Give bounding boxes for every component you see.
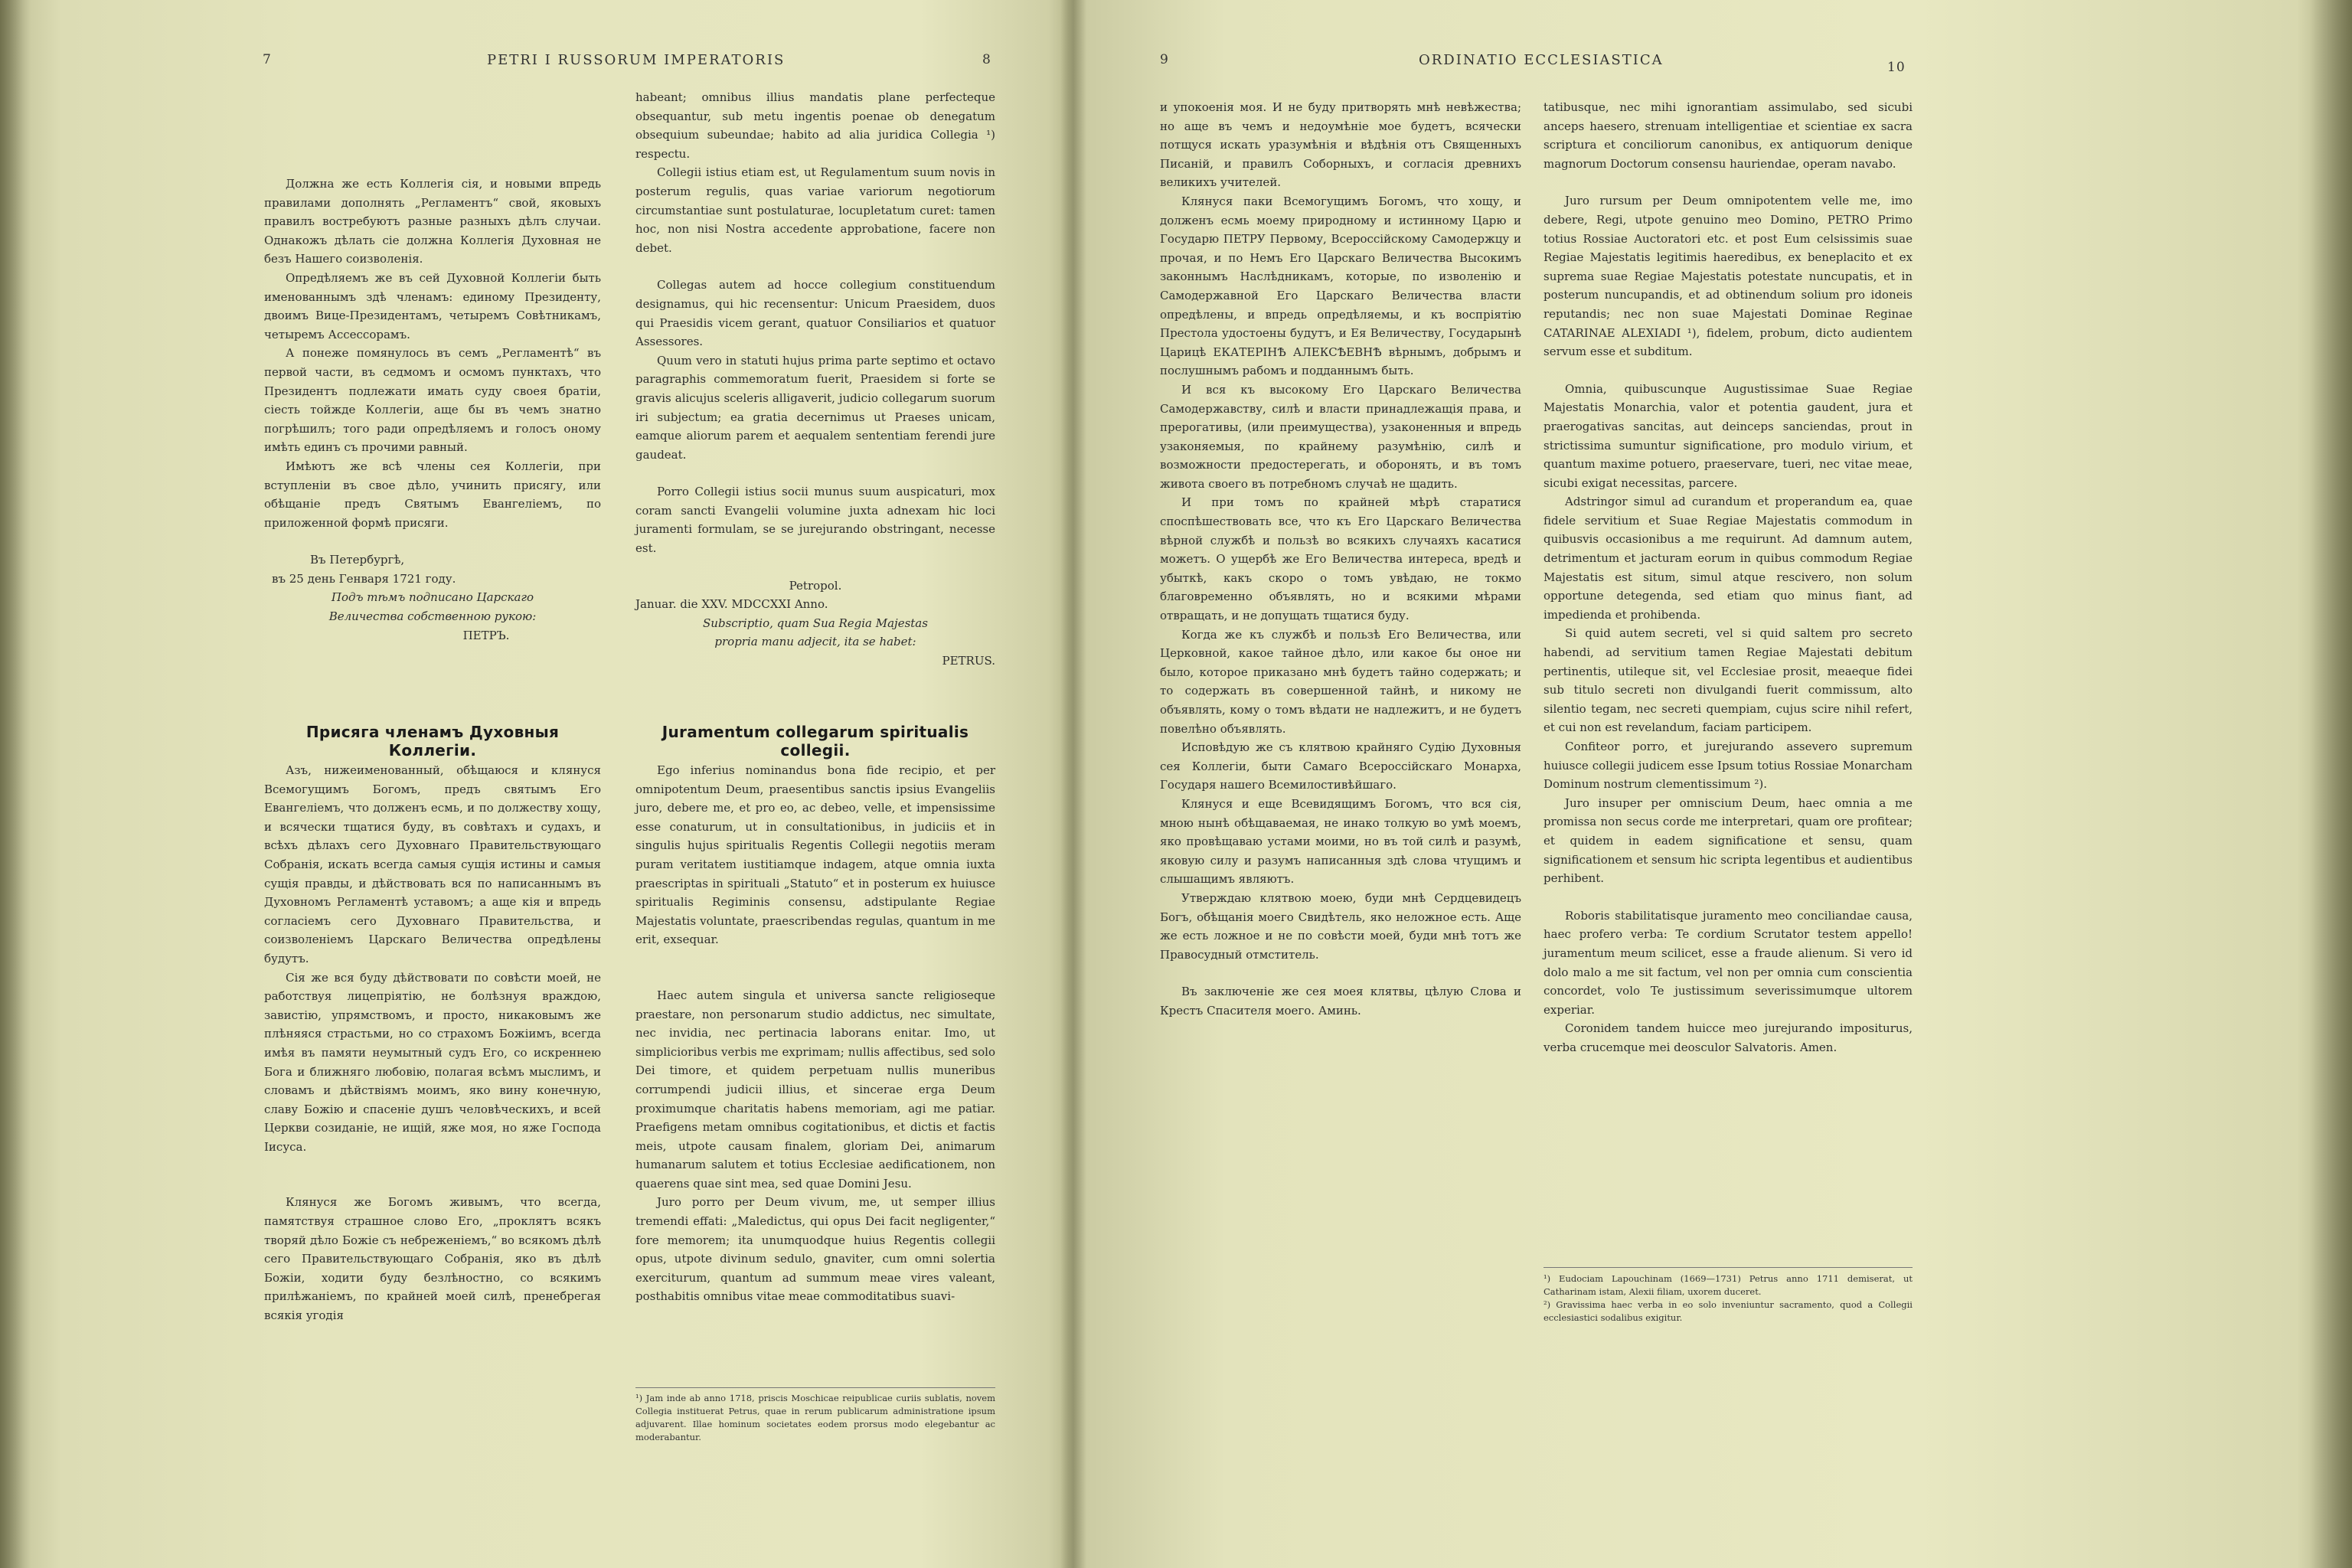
paragraph: Клянуся паки Всемогущимъ Богомъ, что хощу, и долженъ есмь моему природному и истинному Царю и Государю ПЕТРУ Первому, Всероссійскому Самодержцу и прочая, и по Немъ Его Царскаго Величества Высокимъ законнымъ Наслѣдникамъ, которые, по изволенію и Самодержавной Его Царскаго Величества власти опредѣлены, и впредь опредѣляемы, и къ воспріятію Престола удостоены будутъ, и Ея Величеству, Государынѣ Царицѣ ЕКАТЕРІНѢ АЛЕКСѢЕВНѢ вѣрнымъ, добрымъ и послушнымъ рабомъ и подданнымъ быть. (1160, 194, 1521, 378)
closing-paragraph: Въ заключеніе же сея моея клятвы, цѣлую Слова и Крестъ Спасителя моего. Аминь. (1160, 985, 1521, 1018)
paragraph: Roboris stabilitatisque juramento meo conciliandae causa, haec profero verba: Te cordium Scrutator testem appello! juramentum meum scilicet, esse a fraude alienum. Si vero id dolo malo a me sit factum, vel non per omnia cum conscientia concordet, volo Te justissimum severissimumque ultorem experiar. (1544, 908, 1913, 1017)
paragraph: tatibusque, nec mihi ignorantiam assimulabo, sed sicubi anceps haesero, strenuam intelligentiae et scientiae ex sacra scriptura et conciliorum canonibus, ex antiquorum denique magnorum Doctorum consensu hauriendae, operam navabo. (1544, 100, 1913, 171)
paragraph: Juro rursum per Deum omnipotentem velle me, imo debere, Regi, utpote genuino meo Domino, PETRO Primo totius Rossiae Auctoratori etc. et post Eum celsissimis suae Regiae Majestatis legitimis haeredibus, ex beneplacito et ex suprema suae Regiae Majestatis potestate nuncupatis, et in posterum nuncupandis, et ad obtinendum solium pro idoneis reputandis; nec non suae Majestati Dominae Reginae CATARINAE ALEXIADI ¹), fidelem, probum, dicto audientem servum esse et subditum. (1544, 194, 1913, 359)
latin-column-top (635, 88, 995, 671)
place-line: Въ Петербургѣ, (310, 553, 405, 567)
paragraph: Porro Collegii istius socii munus suum auspicaturi, mox coram sancti Evangelii volumine juxta adnexam hic loci juramenti formulam, se se jurejurando obstringant, necesse est. (635, 485, 995, 556)
paragraph: И вся къ высокому Его Царскаго Величества Самодержавству, силѣ и власти принадлежащія права, и прерогативы, (или преимущества), узаконенныя и впредь узаконяемыя, по крайнему разумѣнію, силѣ и возможности предостерегать, и оборонять, и въ томъ живота своего въ потребномъ случаѣ не щадить. (1160, 382, 1521, 491)
book-spine (1060, 0, 1086, 1568)
page-number: 8 (982, 52, 991, 67)
russian-oath-heading: Присяга членамъ Духовныя Коллегіи. (305, 723, 560, 760)
signature: ПЕТРЪ. (462, 628, 510, 642)
footnote-rule (635, 1387, 995, 1388)
paragraph: Когда же къ службѣ и пользѣ Его Величества, или Церковной, какое тайное дѣло, или какое бы оное ни было, которое приказано мнѣ будетъ тайно содержать; и то содержать въ совершенной тайнѣ, и никому не объявлять, кому о томъ вѣдати не надлежитъ, и не будетъ повелѣно объявлять. (1160, 627, 1521, 736)
paragraph: и упокоенія моя. И не буду притворять мнѣ невѣжества; но аще въ чемъ и недоумѣніе мое будетъ, всячески потщуся искать уразумѣнія и вѣдѣнія отъ Священныхъ Писаній, и правилъ Соборныхъ, и согласія древнихъ великихъ учителей. (1160, 100, 1521, 190)
russian-column (1160, 98, 1521, 1021)
place-line: Petropol. (789, 578, 842, 593)
paragraph: Adstringor simul ad curandum et properandum ea, quae fidele servitium et Suae Regiae Majestatis commodum in quibusvis occasionibus a me requirunt. Ad damnum autem, detrimentum et jacturam eorum in quibus commodum Regiae Majestatis est situm, simul atque rescivero, non solum opportune detegenda, sed etiam quo minus fiant, ad impedienda et prohibenda. (1544, 495, 1913, 622)
paragraph: Утверждаю клятвою моею, буди мнѣ Сердцевидецъ Богъ, обѣщанія моего Свидѣтель, яко неложное есть. Аще же есть ложное и не по совѣсти моей, буди мнѣ тотъ же Правосудный отмститель. (1160, 890, 1521, 962)
paragraph: Haec autem singula et universa sancte religioseque praestare, non personarum studio addictus, nec simultate, nec invidia, nec pertinacia laborans enitar. Imo, ut simplicioribus verbis me exprimam; nullis affectibus, sed solo Dei timore, et quidem perpetuam nullis muneribus corrumpendi judicii illius, et sincerae erga Deum proximumque charitatis habens memoriam, agi me patiar. Praefigens metam omnibus cogitationibus, et dictis et factis meis, utpote causam finalem, gloriam Dei, animarum humanarum salutem et totius Ecclesiae aedificationem, non quaerens quae sint mea, sed quae Domini Jesu. (635, 988, 995, 1191)
signature: PETRUS. (942, 654, 995, 668)
paragraph: А понеже помянулось въ семъ „Регламентѣ“ въ первой части, въ седмомъ и осмомъ пунктахъ, что Президентъ подлежати имать суду своея братіи, сіесть тойжде Коллегіи, аще бы въ чемъ знатно погрѣшилъ; того ради опредѣляемъ и голосъ оному имѣть единъ съ прочими равный. (264, 346, 601, 455)
running-head: ORDINATIO ECCLESIASTICA (1419, 52, 1664, 68)
subscription-line: propria manu adjecit, ita se habet: (714, 635, 916, 649)
paragraph: Сія же вся буду дѣйствовати по совѣсти моей, не работствуя лицепріятію, не болѣзнуя враждою, завистію, упрямствомъ, и просто, никаковымъ же плѣняяся страстьми, но со страхомъ Божіимъ, всегда имѣя въ памяти неумытный судъ Его, со искреннею Бога и ближняго любовію, полагая всѣмъ мыслимъ, и словамъ и дѣйствіямъ моимъ, яко вину конечную, славу Божію и спасеніе душъ человѣческихъ, и всей Церкви созиданіе, не ищій, яже моя, но яже Господа Іисуса. (264, 970, 601, 1154)
footnote: ¹) Jam inde ab anno 1718, priscis Moschicae reipublicae curiis sublatis, novem Collegia instituerat Petrus, quae in rerum publicarum administratione ipsum adjuvarent. Illae hominum societates eodem prorsus modo elegebantur ac moderabantur. (635, 1393, 995, 1442)
page-number: 9 (1160, 52, 1169, 67)
page-number: 10 (1887, 60, 1906, 75)
footnote-rule (1544, 1267, 1913, 1268)
paragraph: Ego inferius nominandus bona fide recipio, et per omnipotentum Deum, praesentibus sanctis ipsius Evangeliis juro, debere me, et pro eo, ac debeo, velle, et impensissime esse conaturum, ut in consultationibus, in judiciis et in singulis hujus spiritualis Regentis Collegii negotiis meram puram veritatem iustitiamque indagem, atque omnia iuxta praescriptas in spirituali „Statuto“ et in posterum ex huiusce spiritualis Regiminis consensu, adstipulante Regiae Majestatis voluntate, praescribendas regulas, quantum in me erit, exsequar. (635, 763, 995, 947)
paragraph: Quum vero in statuti hujus prima parte septimo et octavo paragraphis commemoratum fuerit, Praesidem si forte se gravis alicujus sceleris alligaverit, judicio collegarum suorum iri subjectum; ea gratia decernimus ut Praeses unicam, eamque aliorum parem et aequalem sententiam ferendi jure gaudeat. (635, 353, 995, 462)
russian-column-top (264, 175, 601, 645)
paragraph: Collegas autem ad hocce collegium constituendum designamus, qui hic recensentur: Unicum Praesidem, duos qui Praesidis vicem gerant, quatuor Consiliarios et quatuor Assessores. (635, 278, 995, 349)
latin-column (1544, 98, 1913, 1057)
latin-column-bottom (635, 761, 995, 1306)
paragraph: Клянуся же Богомъ живымъ, что всегда, памятствуя страшное слово Его, „проклятъ всякъ творяй дѣло Божіе съ небреженіемъ,“ во всякомъ дѣлѣ сего Правительствующаго Собранія, яко въ дѣлѣ Божіи, ходити буду безлѣностно, со всякимъ прилѣжаніемъ, по крайней моей силѣ, пренебрегая всякія угодія (264, 1195, 601, 1323)
latin-oath-heading: Juramentum collegarum spiritualis collegii. (662, 723, 969, 760)
paragraph: И при томъ по крайней мѣрѣ старатися споспѣшествовать все, что къ Его Царскаго Величества вѣрной службѣ и пользѣ во всякихъ случаяхъ касатися можетъ. О ущербѣ же Его Величества интереса, вредѣ и убыткѣ, какъ скоро о томъ увѣдаю, не токмо благовременно объявлять, но и всякими мѣрами отвращать, и не допущать тщатися буду. (1160, 495, 1521, 623)
paragraph: Должна же есть Коллегія сія, и новыми впредь правилами дополнять „Регламентъ“ свой, яковыхъ правилъ востребуютъ разные разныхъ дѣлъ случаи. Однакожъ дѣлать сіе должна Коллегія Духовная не безъ Нашего соизволенія. (264, 177, 601, 266)
paragraph: Confiteor porro, et jurejurando assevero supremum huiusce collegii judicem esse Ipsum totius Rossiae Monarcham Dominum nostrum clementissimum ²). (1544, 740, 1913, 792)
subscription-line: Subscriptio, quam Sua Regia Majestas (703, 616, 928, 630)
paragraph: Имѣютъ же всѣ члены сея Коллегіи, при вступленіи въ свое дѣло, учинить присягу, или обѣщаніе предъ Святымъ Евангеліемъ, по приложенной формѣ присяги. (264, 459, 601, 530)
paragraph: Si quid autem secreti, vel si quid saltem pro secreto habendi, ad servitium tamen Regiae Majestati debitum pertinentis, utileque sit, vel Ecclesiae prosit, meaeque fidei sub titulo secreti non divulgandi fuerit commissum, alto silentio tegam, nec secreti quempiam, cujus scire nihil refert, et cui non est revelandum, faciam participem. (1544, 626, 1913, 735)
russian-column-bottom (264, 761, 601, 1325)
date-line: Januar. die XXV. MDCCXXI Anno. (635, 597, 828, 612)
paragraph: Juro insuper per omniscium Deum, haec omnia a me promissa non secus corde me interpretari, quam ore profitear; et quidem in eadem significatione et sensu, quam significationem et sensum hic scripta legentibus et audientibus perhibent. (1544, 795, 1913, 886)
paragraph: Juro porro per Deum vivum, me, ut semper illius tremendi effati: „Maledictus, qui opus Dei facit negligenter,“ fore memorem; ita unumquodque huius Regentis collegii opus, utpote divinum sedulo, gnaviter, cum omni solertia exerciturum, quantum ad summum meae vires valeant, posthabitis omnibus vitae meae commoditatibus suavi- (635, 1195, 995, 1304)
paragraph: Азъ, нижеименованный, обѣщаюся и клянуся Всемогущимъ Богомъ, предъ святымъ Его Евангеліемъ, что долженъ есмь, и по должеству хощу, и всячески тщатися буду, въ совѣтахъ и судахъ, и всѣхъ дѣлахъ сего Духовнаго Правительствующаго Собранія, искать всегда самыя сущія истины и самыя сущія правды, и дѣйствовать вся по написаннымъ въ Духовномъ Регламентѣ уставомъ; а аще кія и впредь согласіемъ сего Духовнаго Правительства, и соизволеніемъ Царскаго Величества опредѣлены будутъ. (264, 763, 601, 965)
footnote: ¹) Eudociam Lapouchinam (1669—1731) Petrus anno 1711 demiserat, ut Catharinam istam, Alexii filiam, uxorem duceret. (1544, 1273, 1913, 1297)
paragraph: Клянуся и еще Всевидящимъ Богомъ, что вся сія, мною нынѣ обѣщаваемая, не инако толкую во умѣ моемъ, яко провѣщаваю устами моими, но въ той силѣ и разумѣ, яковую силу и разумъ написанныя здѣ слова чтущимъ и слышащимъ являютъ. (1160, 796, 1521, 887)
paragraph: Omnia, quibuscunque Augustissimae Suae Regiae Majestatis Monarchia, valor et potentia gaudent, jura et praerogativas sancitas, aut deinceps sanciendas, prout in strictissima sumuntur significatione, pro modulo virium, et quantum maxime potuero, praeservare, tueri, nec vitae meae, sicubi exigat necessitas, parcere. (1544, 381, 1913, 490)
page-number: 7 (263, 52, 272, 67)
paragraph: Опредѣляемъ же въ сей Духовной Коллегіи быть именованнымъ здѣ членамъ: единому Президенту, двоимъ Вице-Президентамъ, четыремъ Совѣтникамъ, четыремъ Ассессорамъ. (264, 270, 601, 341)
right-page (1086, 0, 2352, 1568)
paragraph: Исповѣдую же съ клятвою крайняго Судію Духовныя сея Коллегіи, быти Самаго Всероссійскаго Монарха, Государя нашего Всемилостивѣйшаго. (1160, 740, 1521, 792)
footnote: ²) Gravissima haec verba in eo solo inveniuntur sacramento, quod a Collegii ecclesiastici sodalibus exigitur. (1544, 1299, 1913, 1323)
subscription-line: Величества собственною рукою: (328, 609, 537, 624)
subscription-line: Подъ тѣмъ подписано Царскаго (331, 590, 534, 605)
running-head: PETRI I RUSSORUM IMPERATORIS (487, 52, 786, 68)
paragraph: habeant; omnibus illius mandatis plane perfecteque obsequantur, sub metu ingentis poenae ob denegatum obsequium subeundae; habito ad alia juridica Collegia ¹) respectu. (635, 90, 995, 161)
paragraph: Collegii istius etiam est, ut Regulamentum suum novis in posterum regulis, quas variae variorum negotiorum circumstantiae sunt postulaturae, locupletatum curet: tamen hoc, non nisi Nostra accedente approbatione, facere non debet. (635, 165, 995, 255)
paragraph: Coronidem tandem huicce meo jurejurando impositurus, verba crucemque mei deosculor Salvatoris. Amen. (1544, 1021, 1913, 1054)
date-line: въ 25 день Генваря 1721 году. (272, 571, 456, 586)
left-page (0, 0, 1061, 1568)
